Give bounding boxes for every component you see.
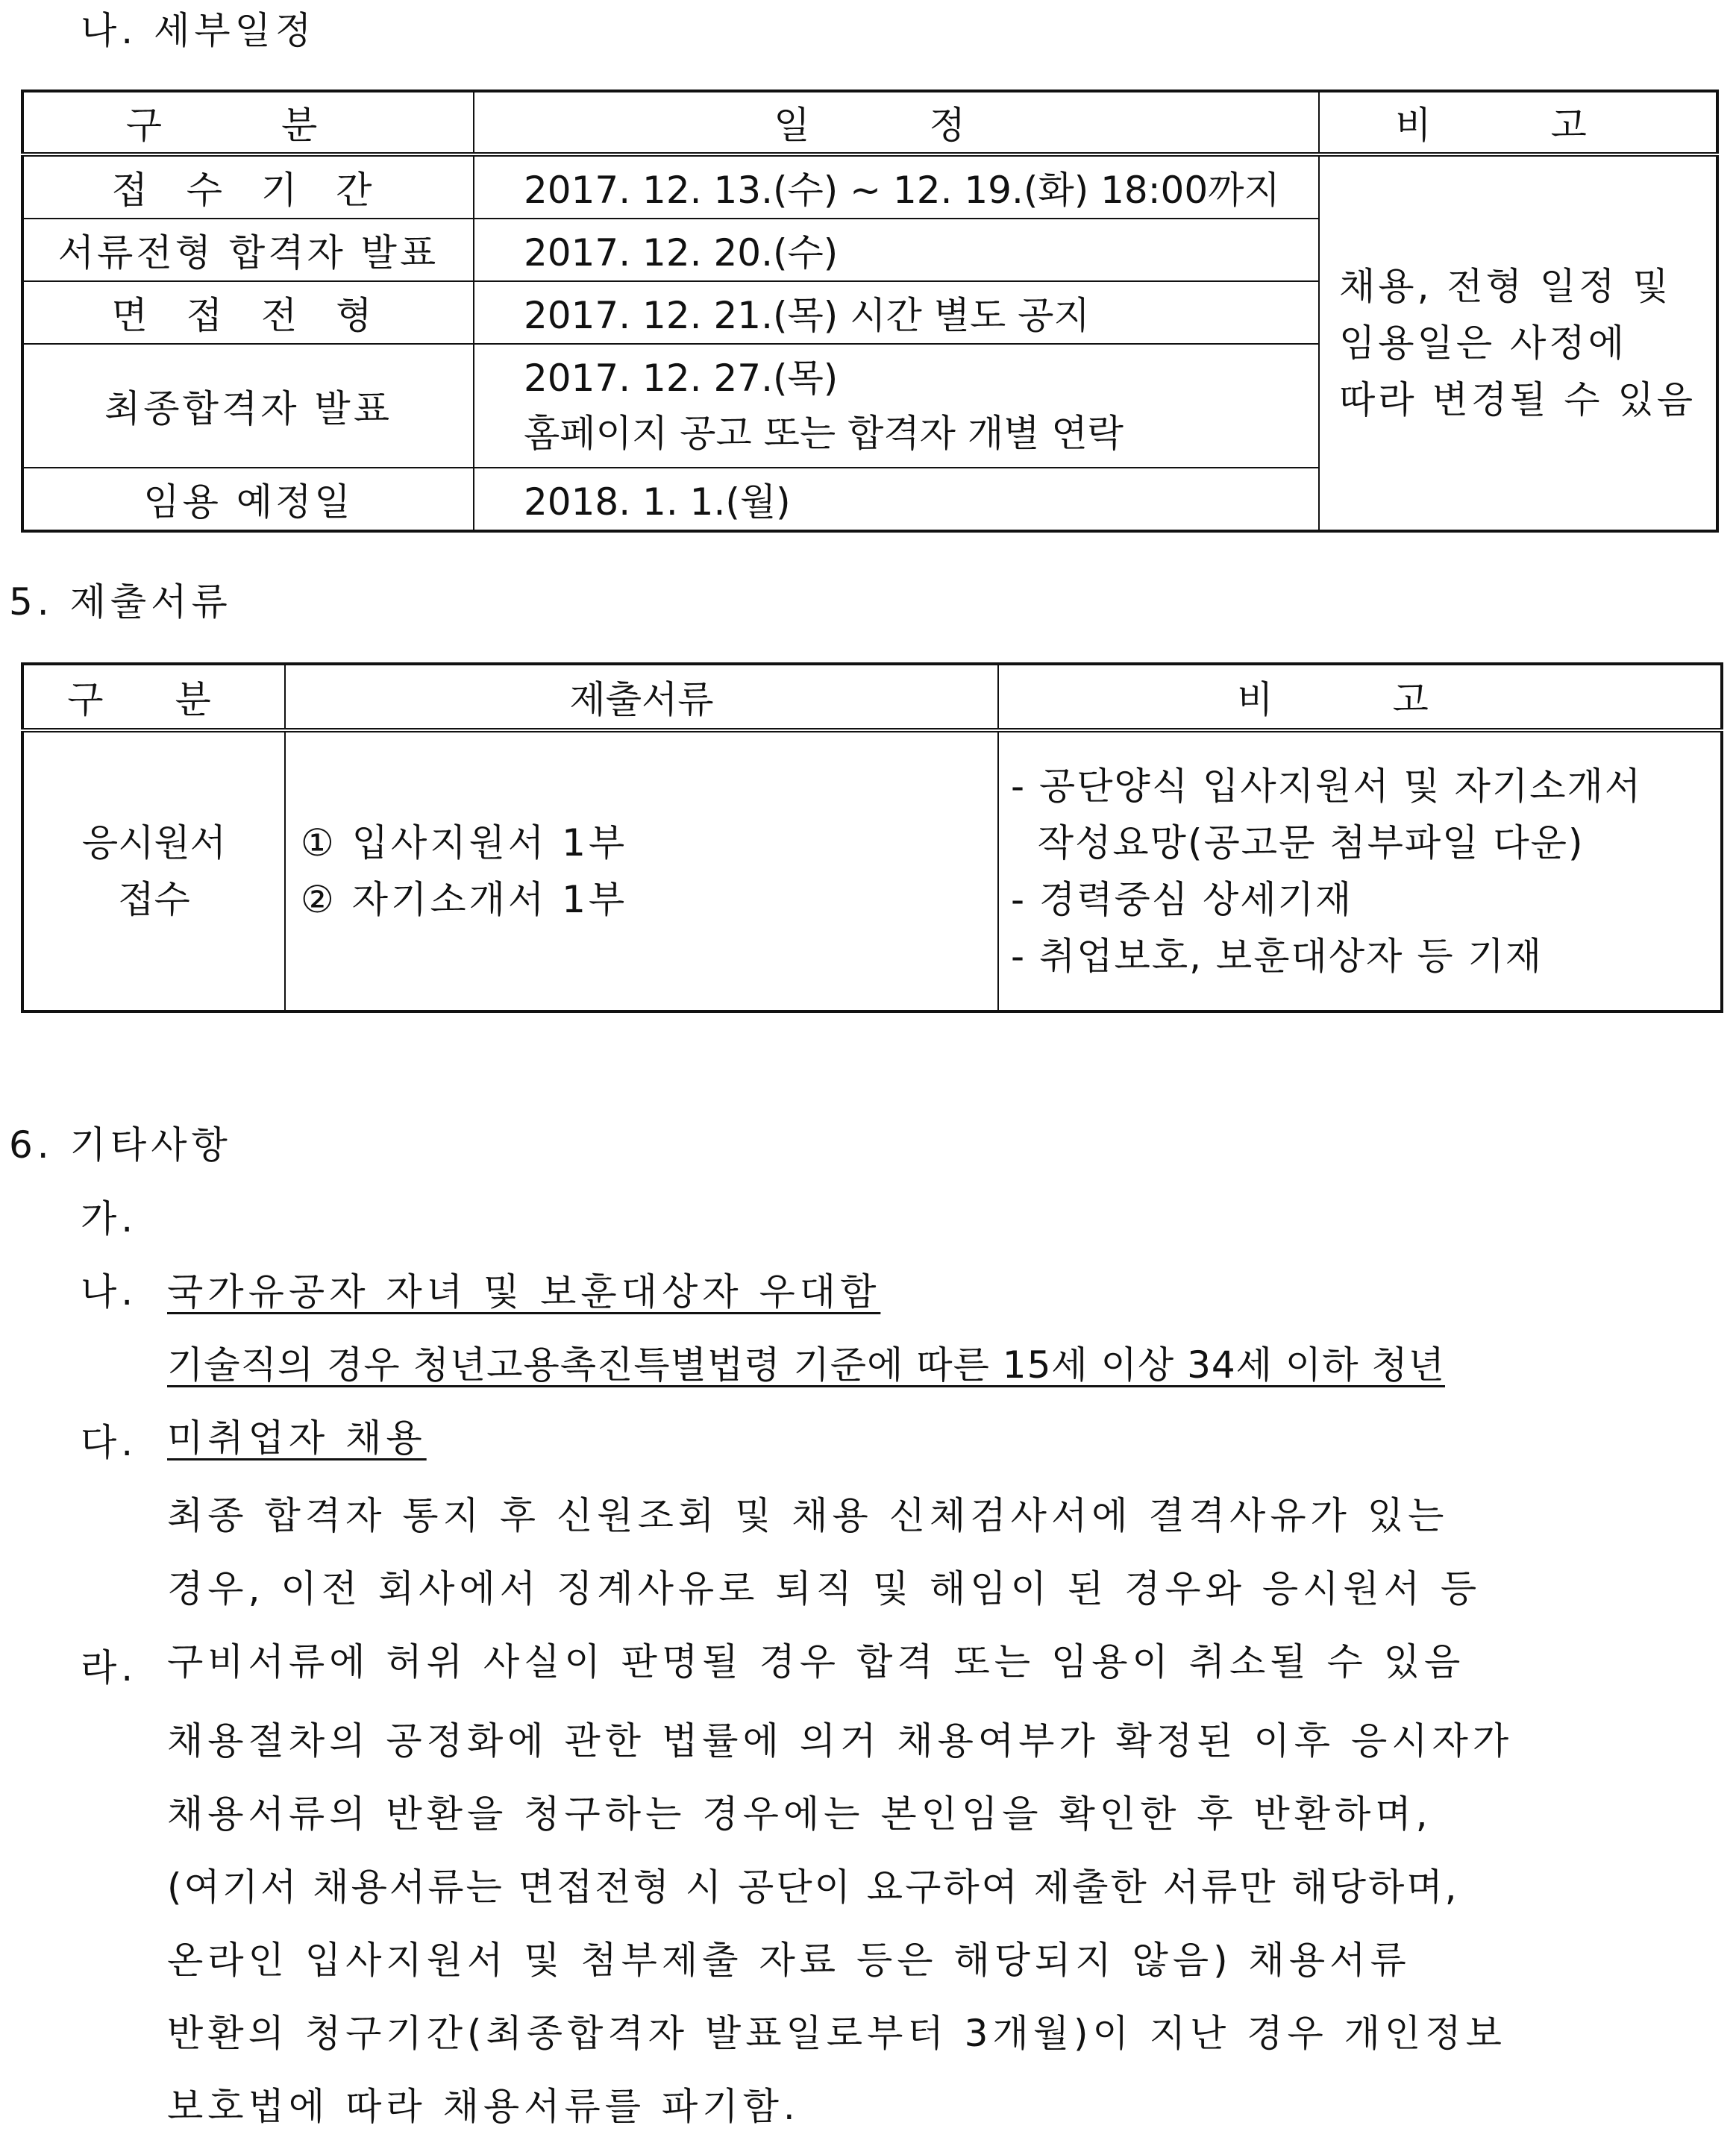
schedule-row-date: 2017. 12. 21.(목) 시간 별도 공지	[474, 281, 1319, 344]
item-line: 기술직의 경우 청년고용촉진특별법령 기준에 따른 15세 이상 34세 이하 청년	[167, 1343, 1445, 1387]
documents-header-category: 구 분	[22, 664, 285, 730]
schedule-row-date: 2017. 12. 20.(수)	[474, 219, 1319, 281]
schedule-row-label: 임용 예정일	[22, 468, 474, 531]
documents-heading: 5. 제출서류	[9, 580, 232, 624]
item-marker: 나.	[81, 1270, 138, 1314]
schedule-table	[21, 90, 1719, 533]
schedule-header-date: 일 정	[474, 91, 1319, 154]
documents-remark-line: - 경력중심 상세기재	[1011, 878, 1353, 921]
documents-header-remarks: 비 고	[998, 664, 1722, 730]
documents-category-line: 응시원서	[81, 821, 227, 865]
documents-remark-line: - 취업보호, 보훈대상자 등 기재	[1011, 935, 1544, 978]
schedule-header-row	[22, 91, 1717, 154]
schedule-date-line: 홈페이지 공고 또는 합격자 개별 연락	[524, 412, 1124, 455]
item-line: 반환의 청구기간(최종합격자 발표일로부터 3개월)이 지난 경우 개인정보	[167, 2012, 1506, 2055]
item-line: 보호법에 따라 채용서류를 파기함.	[167, 2085, 800, 2128]
documents-doc-line: ① 입사지원서 1부	[301, 821, 628, 865]
other-item	[81, 1182, 881, 1314]
item-line: 구비서류에 허위 사실이 판명될 경우 합격 또는 임용이 취소될 수 있음	[167, 1640, 1465, 1684]
schedule-row-date	[474, 344, 1319, 468]
schedule-note-line: 채용, 전형 일정 및	[1339, 265, 1672, 308]
table-row	[22, 154, 1717, 219]
schedule-row-label: 접 수 기 간	[22, 154, 474, 219]
schedule-header-category: 구 분	[22, 91, 474, 154]
item-line: 채용서류의 반환을 청구하는 경우에는 본인임을 확인한 후 반환하며,	[167, 1792, 1432, 1836]
documents-table	[21, 662, 1723, 1013]
schedule-row-date: 2017. 12. 13.(수) ~ 12. 19.(화) 18:00까지	[474, 154, 1319, 219]
item-marker: 다.	[81, 1421, 138, 1464]
schedule-row-label: 면 접 전 형	[22, 281, 474, 344]
documents-remarks-cell	[998, 730, 1722, 1011]
documents-header-row	[22, 664, 1722, 730]
schedule-note-line: 따라 변경될 수 있음	[1339, 378, 1696, 421]
other-heading: 6. 기타사항	[9, 1123, 232, 1167]
schedule-note-line: 임용일은 사정에	[1339, 321, 1627, 365]
item-line: 미취업자 채용	[167, 1416, 427, 1460]
item-marker: 라.	[81, 1646, 138, 1689]
schedule-date-line: 2017. 12. 27.(목)	[524, 357, 839, 400]
documents-remark-line: 작성요망(공고문 첨부파일 다운)	[1011, 821, 1585, 865]
documents-category-line: 접수	[118, 878, 190, 921]
item-line: (여기서 채용서류는 면접전형 시 공단이 요구하여 제출한 서류만 해당하며,	[167, 1866, 1459, 1909]
schedule-row-label: 서류전형 합격자 발표	[22, 219, 474, 281]
item-line: 경우, 이전 회사에서 징계사유로 퇴직 및 해임이 된 경우와 응시원서 등	[167, 1567, 1482, 1610]
item-line: 국가유공자 자녀 및 보훈대상자 우대함	[167, 1270, 881, 1314]
schedule-header-note: 비 고	[1319, 91, 1717, 154]
item-line: 최종 합격자 통지 후 신원조회 및 채용 신체검사서에 결격사유가 있는	[167, 1494, 1449, 1537]
documents-category-cell	[22, 730, 285, 1011]
documents-header-docs: 제출서류	[285, 664, 998, 730]
item-marker: 가.	[81, 1197, 138, 1240]
documents-docs-cell	[285, 730, 998, 1011]
item-line: 온라인 입사지원서 및 첨부제출 자료 등은 해당되지 않음) 채용서류	[167, 1939, 1411, 1982]
schedule-note-cell	[1319, 154, 1717, 531]
schedule-heading: 나. 세부일정	[81, 9, 316, 52]
item-line: 채용절차의 공정화에 관한 법률에 의거 채용여부가 확정된 이후 응시자가	[167, 1719, 1514, 1763]
schedule-row-date: 2018. 1. 1.(월)	[474, 468, 1319, 531]
documents-doc-line: ② 자기소개서 1부	[301, 878, 628, 921]
schedule-row-label: 최종합격자 발표	[22, 344, 474, 468]
table-row	[22, 730, 1722, 1011]
documents-remark-line: - 공단양식 입사지원서 및 자기소개서	[1011, 765, 1643, 808]
